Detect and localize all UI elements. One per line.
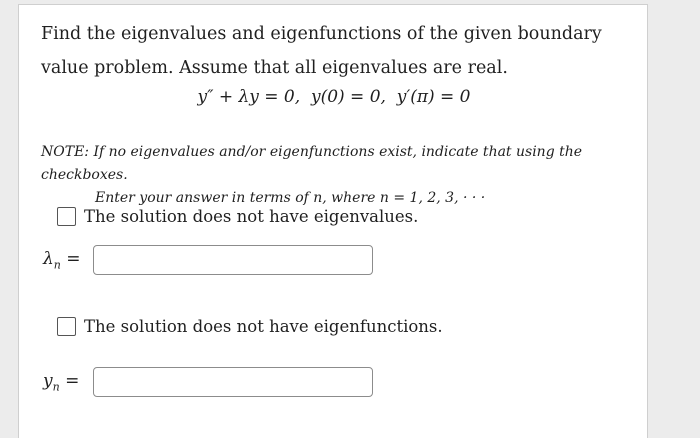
no-eigenfunctions-checkbox[interactable] (57, 317, 76, 336)
note-line-1: NOTE: If no eigenvalues and/or eigenfunctions exist, indicate that using the checkboxes. (41, 144, 583, 183)
eigenfunction-label (43, 371, 93, 393)
question-text: Find the eigenvalues and eigenfunctions of the given boundary value problem. Assume that all eigenvalues are real. (41, 24, 602, 78)
eigenvalue-subscript: n (53, 258, 61, 272)
eigenvalue-symbol: λ (43, 248, 54, 269)
eigenvalue-label (43, 249, 93, 271)
eigenfunction-equals: = (65, 370, 80, 391)
eigenvalue-equals: = (66, 248, 81, 269)
note-text (41, 141, 641, 210)
no-eigenfunctions-option[interactable] (57, 317, 443, 336)
eigenfunction-symbol: y (43, 370, 53, 391)
no-eigenvalues-checkbox[interactable] (57, 207, 76, 226)
eigenvalue-input[interactable] (93, 245, 373, 275)
eigenvalue-answer-row (43, 245, 373, 275)
no-eigenfunctions-label: The solution does not have eigenfunctions. (84, 317, 443, 336)
eigenfunction-subscript: n (52, 380, 60, 394)
eigenfunction-answer-row (43, 367, 373, 397)
eigenfunction-input[interactable] (93, 367, 373, 397)
question-panel (18, 4, 648, 438)
note-line-2: Enter your answer in terms of n, where n = 1, 2, 3, · · · (95, 190, 486, 206)
no-eigenvalues-label: The solution does not have eigenvalues. (84, 207, 419, 226)
boundary-value-equation: y″ + λy = 0, y(0) = 0, y′(π) = 0 (197, 87, 471, 107)
no-eigenvalues-option[interactable] (57, 207, 418, 226)
